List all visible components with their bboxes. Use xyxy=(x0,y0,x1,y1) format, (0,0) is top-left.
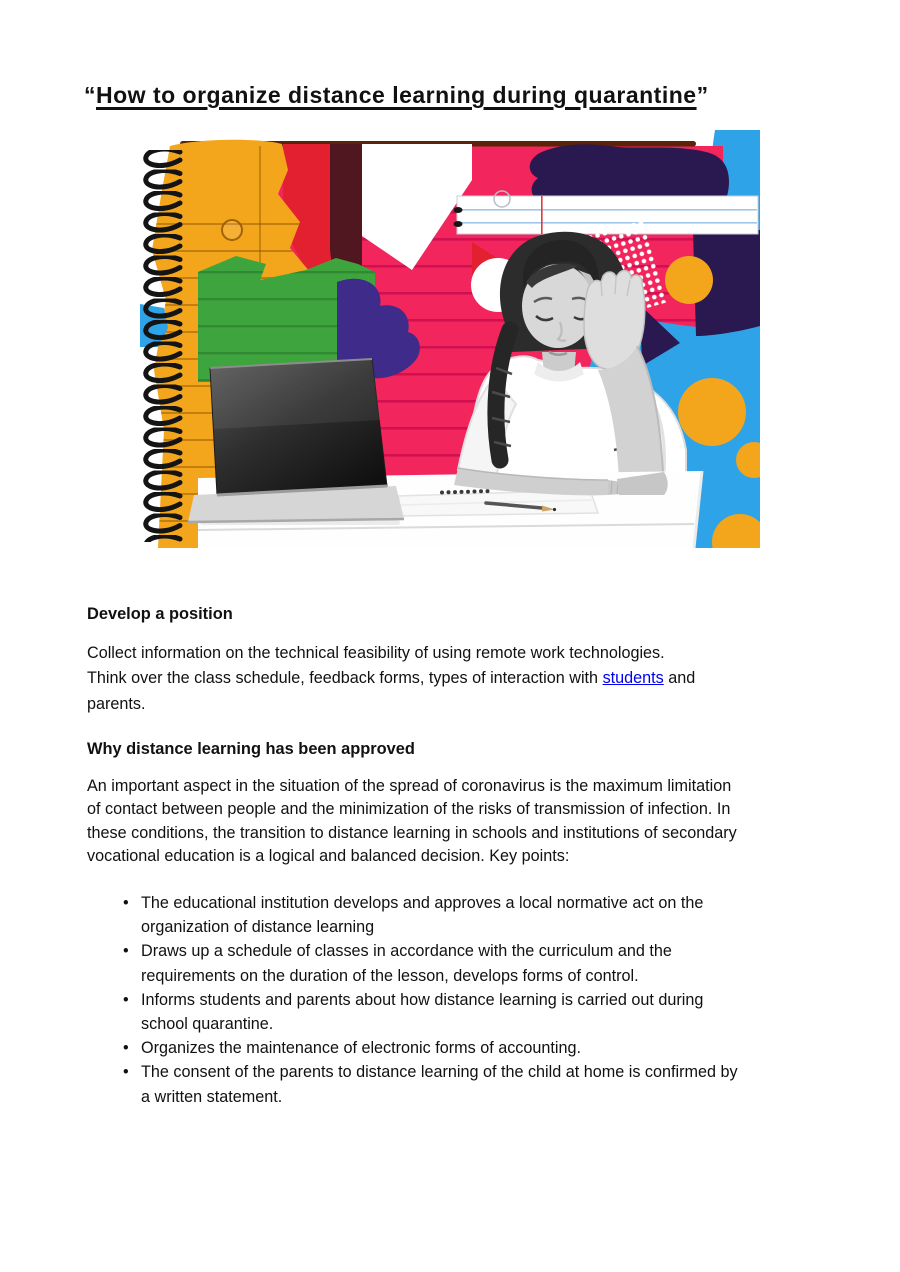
paragraph-text: Think over the class schedule, feedback forms, types of interaction with xyxy=(87,669,603,688)
paragraph-line: these conditions, the transition to distance learning in schools and institutions of secondary xyxy=(87,823,737,842)
orange-circle-on-navy xyxy=(665,256,713,304)
title-close-quote: ” xyxy=(696,82,709,108)
list-item-line: school quarantine. xyxy=(141,1015,274,1034)
laptop-illustration xyxy=(188,359,404,522)
list-item-line: Organizes the maintenance of electronic forms of accounting. xyxy=(141,1039,581,1058)
page-title xyxy=(84,80,709,110)
paragraph-line: parents. xyxy=(87,694,146,713)
spiral-rings xyxy=(140,150,186,542)
paragraph-line: vocational education is a logical and balanced decision. Key points: xyxy=(87,847,570,866)
list-item xyxy=(87,988,738,1036)
bullet-marker: • xyxy=(123,942,129,961)
list-item-line: Draws up a schedule of classes in accordance with the curriculum and the xyxy=(141,942,672,961)
list-item-line: requirements on the duration of the lesson, develops forms of control. xyxy=(141,966,639,985)
list-item-line: organization of distance learning xyxy=(141,918,375,937)
bullet-marker: • xyxy=(123,990,129,1009)
paragraph-line: Collect information on the technical feasibility of using remote work technologies. xyxy=(87,644,665,662)
paragraph-text: and xyxy=(663,669,696,688)
key-points-list xyxy=(87,891,738,1109)
ruled-paper-strip xyxy=(454,191,759,234)
bullet-marker: • xyxy=(123,894,129,912)
paragraph-line xyxy=(87,666,695,691)
title-open-quote: “ xyxy=(84,82,96,108)
bullet-marker: • xyxy=(123,1039,129,1058)
list-item xyxy=(87,1060,738,1108)
list-item xyxy=(87,1036,738,1060)
hero-collage-svg xyxy=(140,130,760,548)
paragraph-why xyxy=(87,775,737,869)
list-item-line: Informs students and parents about how distance learning is carried out during xyxy=(141,990,704,1009)
hero-collage-illustration xyxy=(140,130,760,548)
list-item-line: The educational institution develops and approves a local normative act on the xyxy=(141,894,704,912)
section-heading-why: Why distance learning has been approved xyxy=(87,740,415,758)
list-item-line: The consent of the parents to distance learning of the child at home is confirmed by xyxy=(141,1063,738,1082)
paragraph-develop xyxy=(87,641,695,717)
bullet-marker: • xyxy=(123,1063,129,1082)
title-text: How to organize distance learning during quarantine xyxy=(96,82,697,108)
section-heading-develop: Develop a position xyxy=(87,605,233,623)
students-link[interactable]: students xyxy=(602,669,664,688)
paragraph-line: of contact between people and the minimization of the risks of transmission of infection. In xyxy=(87,800,731,819)
paragraph-line: An important aspect in the situation of the spread of coronavirus is the maximum limitation xyxy=(87,777,732,795)
list-item-line: a written statement. xyxy=(141,1087,283,1106)
list-item xyxy=(87,891,738,939)
list-item xyxy=(87,939,738,987)
